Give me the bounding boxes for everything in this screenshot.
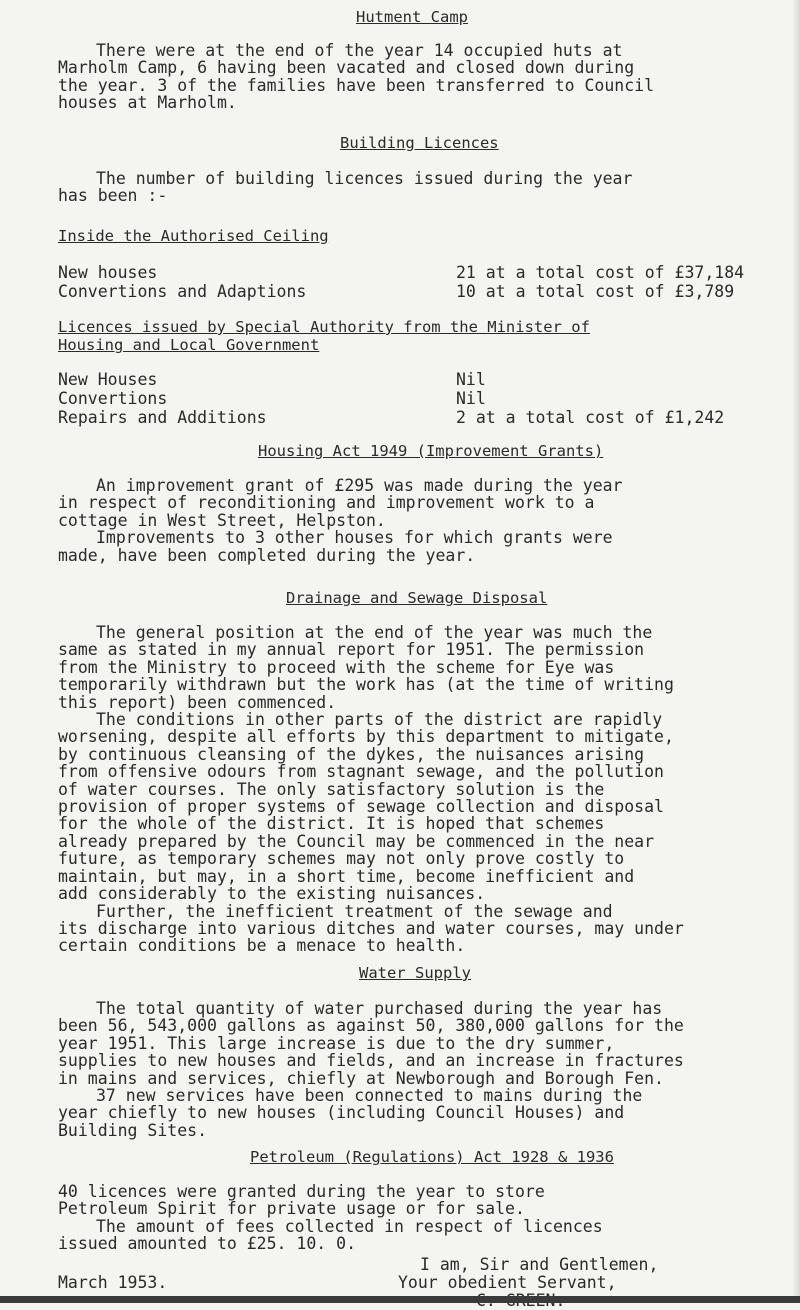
drainage-paragraph xyxy=(58,624,684,955)
text-line: provision of proper systems of sewage collection and disposal xyxy=(58,797,664,817)
text-line: houses at Marholm. xyxy=(58,93,237,113)
row-label: Repairs and Additions xyxy=(58,408,267,427)
text-line: issued amounted to £25. 10. 0. xyxy=(58,1234,357,1254)
text-line: temporarily withdrawn but the work has (at the time of writing xyxy=(58,675,674,695)
scan-bottom-edge xyxy=(0,1296,800,1303)
special-row xyxy=(58,408,758,428)
housing-act-paragraph xyxy=(58,477,623,564)
text-line: Building Sites. xyxy=(58,1120,208,1140)
text-line: same as stated in my annual report for 1951. The permission xyxy=(58,640,645,660)
text-line: 40 licences were granted during the year to store xyxy=(58,1182,545,1201)
special-authority-heading: Licences issued by Special Authority from the Minister of xyxy=(58,318,590,336)
row-value: 21 at a total cost of £37,184 xyxy=(456,263,745,282)
row-label: Convertions and Adaptions xyxy=(58,282,307,301)
text-line: from the Ministry to proceed with the scheme for Eye was xyxy=(58,657,615,677)
licences-intro xyxy=(58,170,632,205)
row-label: New Houses xyxy=(58,370,158,389)
closing-valediction: Your obedient Servant, xyxy=(398,1273,617,1292)
text-line: been 56, 543,000 gallons as against 50, 380,000 gallons for the xyxy=(58,1016,684,1036)
drainage-heading: Drainage and Sewage Disposal xyxy=(286,589,548,607)
text-line: for the whole of the district. It is hoped that schemes xyxy=(58,814,605,834)
row-value: Nil xyxy=(456,389,486,408)
text-line: certain conditions be a menace to health. xyxy=(58,936,466,956)
text-line: The total quantity of water purchased during the year has xyxy=(96,999,663,1018)
text-line: in respect of reconditioning and improvement work to a xyxy=(58,493,595,513)
text-line: year 1951. This large increase is due to the dry summer, xyxy=(58,1033,615,1053)
text-line: Improvements to 3 other houses for which grants were xyxy=(96,528,613,548)
row-value: 10 at a total cost of £3,789 xyxy=(456,282,735,301)
text-line: this report) been commenced. xyxy=(58,692,337,712)
text-line: Further, the inefficient treatment of the sewage and xyxy=(96,901,613,921)
text-line: has been :- xyxy=(58,186,168,206)
text-line: in mains and services, chiefly at Newborough and Borough Fen. xyxy=(58,1068,664,1088)
report-date: March 1953. xyxy=(58,1273,168,1292)
special-row xyxy=(58,389,758,409)
housing-act-heading: Housing Act 1949 (Improvement Grants) xyxy=(258,442,604,460)
row-value: 2 at a total cost of £1,242 xyxy=(456,408,725,427)
water-supply-heading: Water Supply xyxy=(359,964,471,982)
text-line: The amount of fees collected in respect of licences xyxy=(96,1216,603,1236)
text-line: An improvement grant of £295 was made during the year xyxy=(96,476,623,495)
text-line: The conditions in other parts of the district are rapidly xyxy=(96,710,663,730)
text-line: by continuous cleansing of the dykes, the nuisances arising xyxy=(58,744,645,764)
licences-heading: Building Licences xyxy=(340,134,499,152)
text-line: made, have been completed during the year. xyxy=(58,545,476,565)
text-line: year chiefly to new houses (including Council Houses) and xyxy=(58,1103,625,1123)
text-line: worsening, despite all efforts by this department to mitigate, xyxy=(58,727,674,747)
row-label: New houses xyxy=(58,263,158,282)
text-line: There were at the end of the year 14 occupied huts at xyxy=(96,41,623,60)
hutment-heading: Hutment Camp xyxy=(356,8,468,26)
text-line: supplies to new houses and fields, and an increase in fractures xyxy=(58,1051,684,1071)
special-authority-heading-cont: Housing and Local Government xyxy=(58,336,320,354)
text-line: the year. 3 of the families have been transferred to Council xyxy=(58,75,655,95)
row-label: Convertions xyxy=(58,389,168,408)
text-line: The general position at the end of the year was much the xyxy=(96,623,653,642)
text-line: already prepared by the Council may be commenced in the near xyxy=(58,831,655,851)
text-line: The number of building licences issued during the year xyxy=(96,169,633,188)
text-line: cottage in West Street, Helpston. xyxy=(58,510,386,530)
closing-greeting: I am, Sir and Gentlemen, xyxy=(420,1255,659,1274)
text-line: 37 new services have been connected to mains during the xyxy=(96,1086,643,1106)
text-line: of water courses. The only satisfactory solution is the xyxy=(58,779,605,799)
licence-row xyxy=(58,263,758,283)
licence-row xyxy=(58,282,758,302)
inside-ceiling-heading: Inside the Authorised Ceiling xyxy=(58,227,329,245)
text-line: Petroleum Spirit for private usage or for sale. xyxy=(58,1199,525,1219)
petroleum-heading: Petroleum (Regulations) Act 1928 & 1936 xyxy=(250,1148,614,1166)
text-line: Marholm Camp, 6 having been vacated and closed down during xyxy=(58,58,635,78)
water-supply-paragraph xyxy=(58,1000,684,1139)
petroleum-paragraph xyxy=(58,1183,603,1253)
text-line: maintain, but may, in a short time, become inefficient and xyxy=(58,866,635,886)
scan-edge xyxy=(792,0,800,1303)
text-line: future, as temporary schemes may not only prove costly to xyxy=(58,849,625,869)
row-value: Nil xyxy=(456,370,486,389)
text-line: its discharge into various ditches and water courses, may under xyxy=(58,918,684,938)
text-line: from offensive odours from stagnant sewage, and the pollution xyxy=(58,762,664,782)
text-line: add considerably to the existing nuisances. xyxy=(58,884,486,904)
hutment-paragraph xyxy=(58,42,654,112)
special-row xyxy=(58,370,758,390)
